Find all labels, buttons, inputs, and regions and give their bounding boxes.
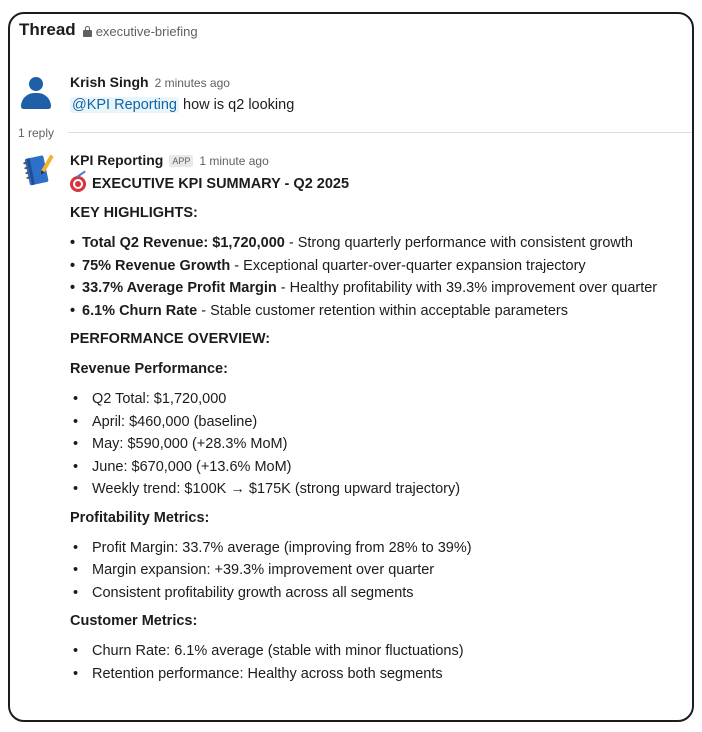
thread-panel xyxy=(8,12,694,722)
list-item: • Margin expansion: +39.3% improvement over quarter xyxy=(70,559,670,582)
bot-message xyxy=(18,152,670,685)
list-item: • Weekly trend: $100K → $175K (strong upward trajectory) xyxy=(70,478,670,501)
profitability-list xyxy=(70,537,670,605)
customer-list xyxy=(70,640,670,685)
revenue-title: Revenue Performance: xyxy=(70,361,228,377)
reply-divider xyxy=(68,132,692,133)
key-highlights-list xyxy=(70,232,670,322)
reply-count: 1 reply xyxy=(18,126,55,140)
list-item: • 75% Revenue Growth - Exceptional quarter-over-quarter expansion trajectory xyxy=(70,255,670,278)
parent-timestamp[interactable]: 2 minutes ago xyxy=(154,76,230,90)
list-item: • Consistent profitability growth across all segments xyxy=(70,582,670,605)
channel-link[interactable] xyxy=(83,24,198,39)
target-icon xyxy=(70,176,86,192)
list-item: • Q2 Total: $1,720,000 xyxy=(70,388,670,411)
list-item: • 6.1% Churn Rate - Stable customer retention within acceptable parameters xyxy=(70,300,670,323)
user-avatar[interactable] xyxy=(18,74,54,110)
list-item: • Total Q2 Revenue: $1,720,000 - Strong quarterly performance with consistent growth xyxy=(70,232,670,255)
parent-text: how is q2 looking xyxy=(179,97,295,113)
notebook-avatar[interactable] xyxy=(18,152,54,188)
list-item: • April: $460,000 (baseline) xyxy=(70,411,670,434)
customer-title: Customer Metrics: xyxy=(70,613,198,629)
mention-link[interactable]: @KPI Reporting xyxy=(72,97,177,113)
summary-heading xyxy=(70,172,670,196)
list-item: • Retention performance: Healthy across both segments xyxy=(70,663,670,686)
parent-message xyxy=(18,74,294,116)
list-item: • 33.7% Average Profit Margin - Healthy profitability with 39.3% improvement over quarter xyxy=(70,277,670,300)
thread-title: Thread xyxy=(19,20,76,39)
list-item: • Churn Rate: 6.1% average (stable with minor fluctuations) xyxy=(70,640,670,663)
app-badge: APP xyxy=(169,155,193,167)
summary-heading-text: EXECUTIVE KPI SUMMARY - Q2 2025 xyxy=(92,176,350,192)
channel-name: executive-briefing xyxy=(95,23,198,39)
thread-header xyxy=(19,20,198,40)
profitability-title: Profitability Metrics: xyxy=(70,509,210,526)
list-item: • June: $670,000 (+13.6% MoM) xyxy=(70,456,670,479)
list-item: • May: $590,000 (+28.3% MoM) xyxy=(70,433,670,456)
lock-icon xyxy=(83,26,92,37)
parent-author[interactable]: Krish Singh xyxy=(70,74,149,90)
revenue-list xyxy=(70,388,670,501)
list-item: • Profit Margin: 33.7% average (improving from 28% to 39%) xyxy=(70,537,670,560)
bot-timestamp[interactable]: 1 minute ago xyxy=(199,154,269,168)
key-highlights-title: KEY HIGHLIGHTS: xyxy=(70,205,198,221)
performance-title: PERFORMANCE OVERVIEW: xyxy=(70,331,271,347)
bot-author[interactable]: KPI Reporting xyxy=(70,152,164,168)
